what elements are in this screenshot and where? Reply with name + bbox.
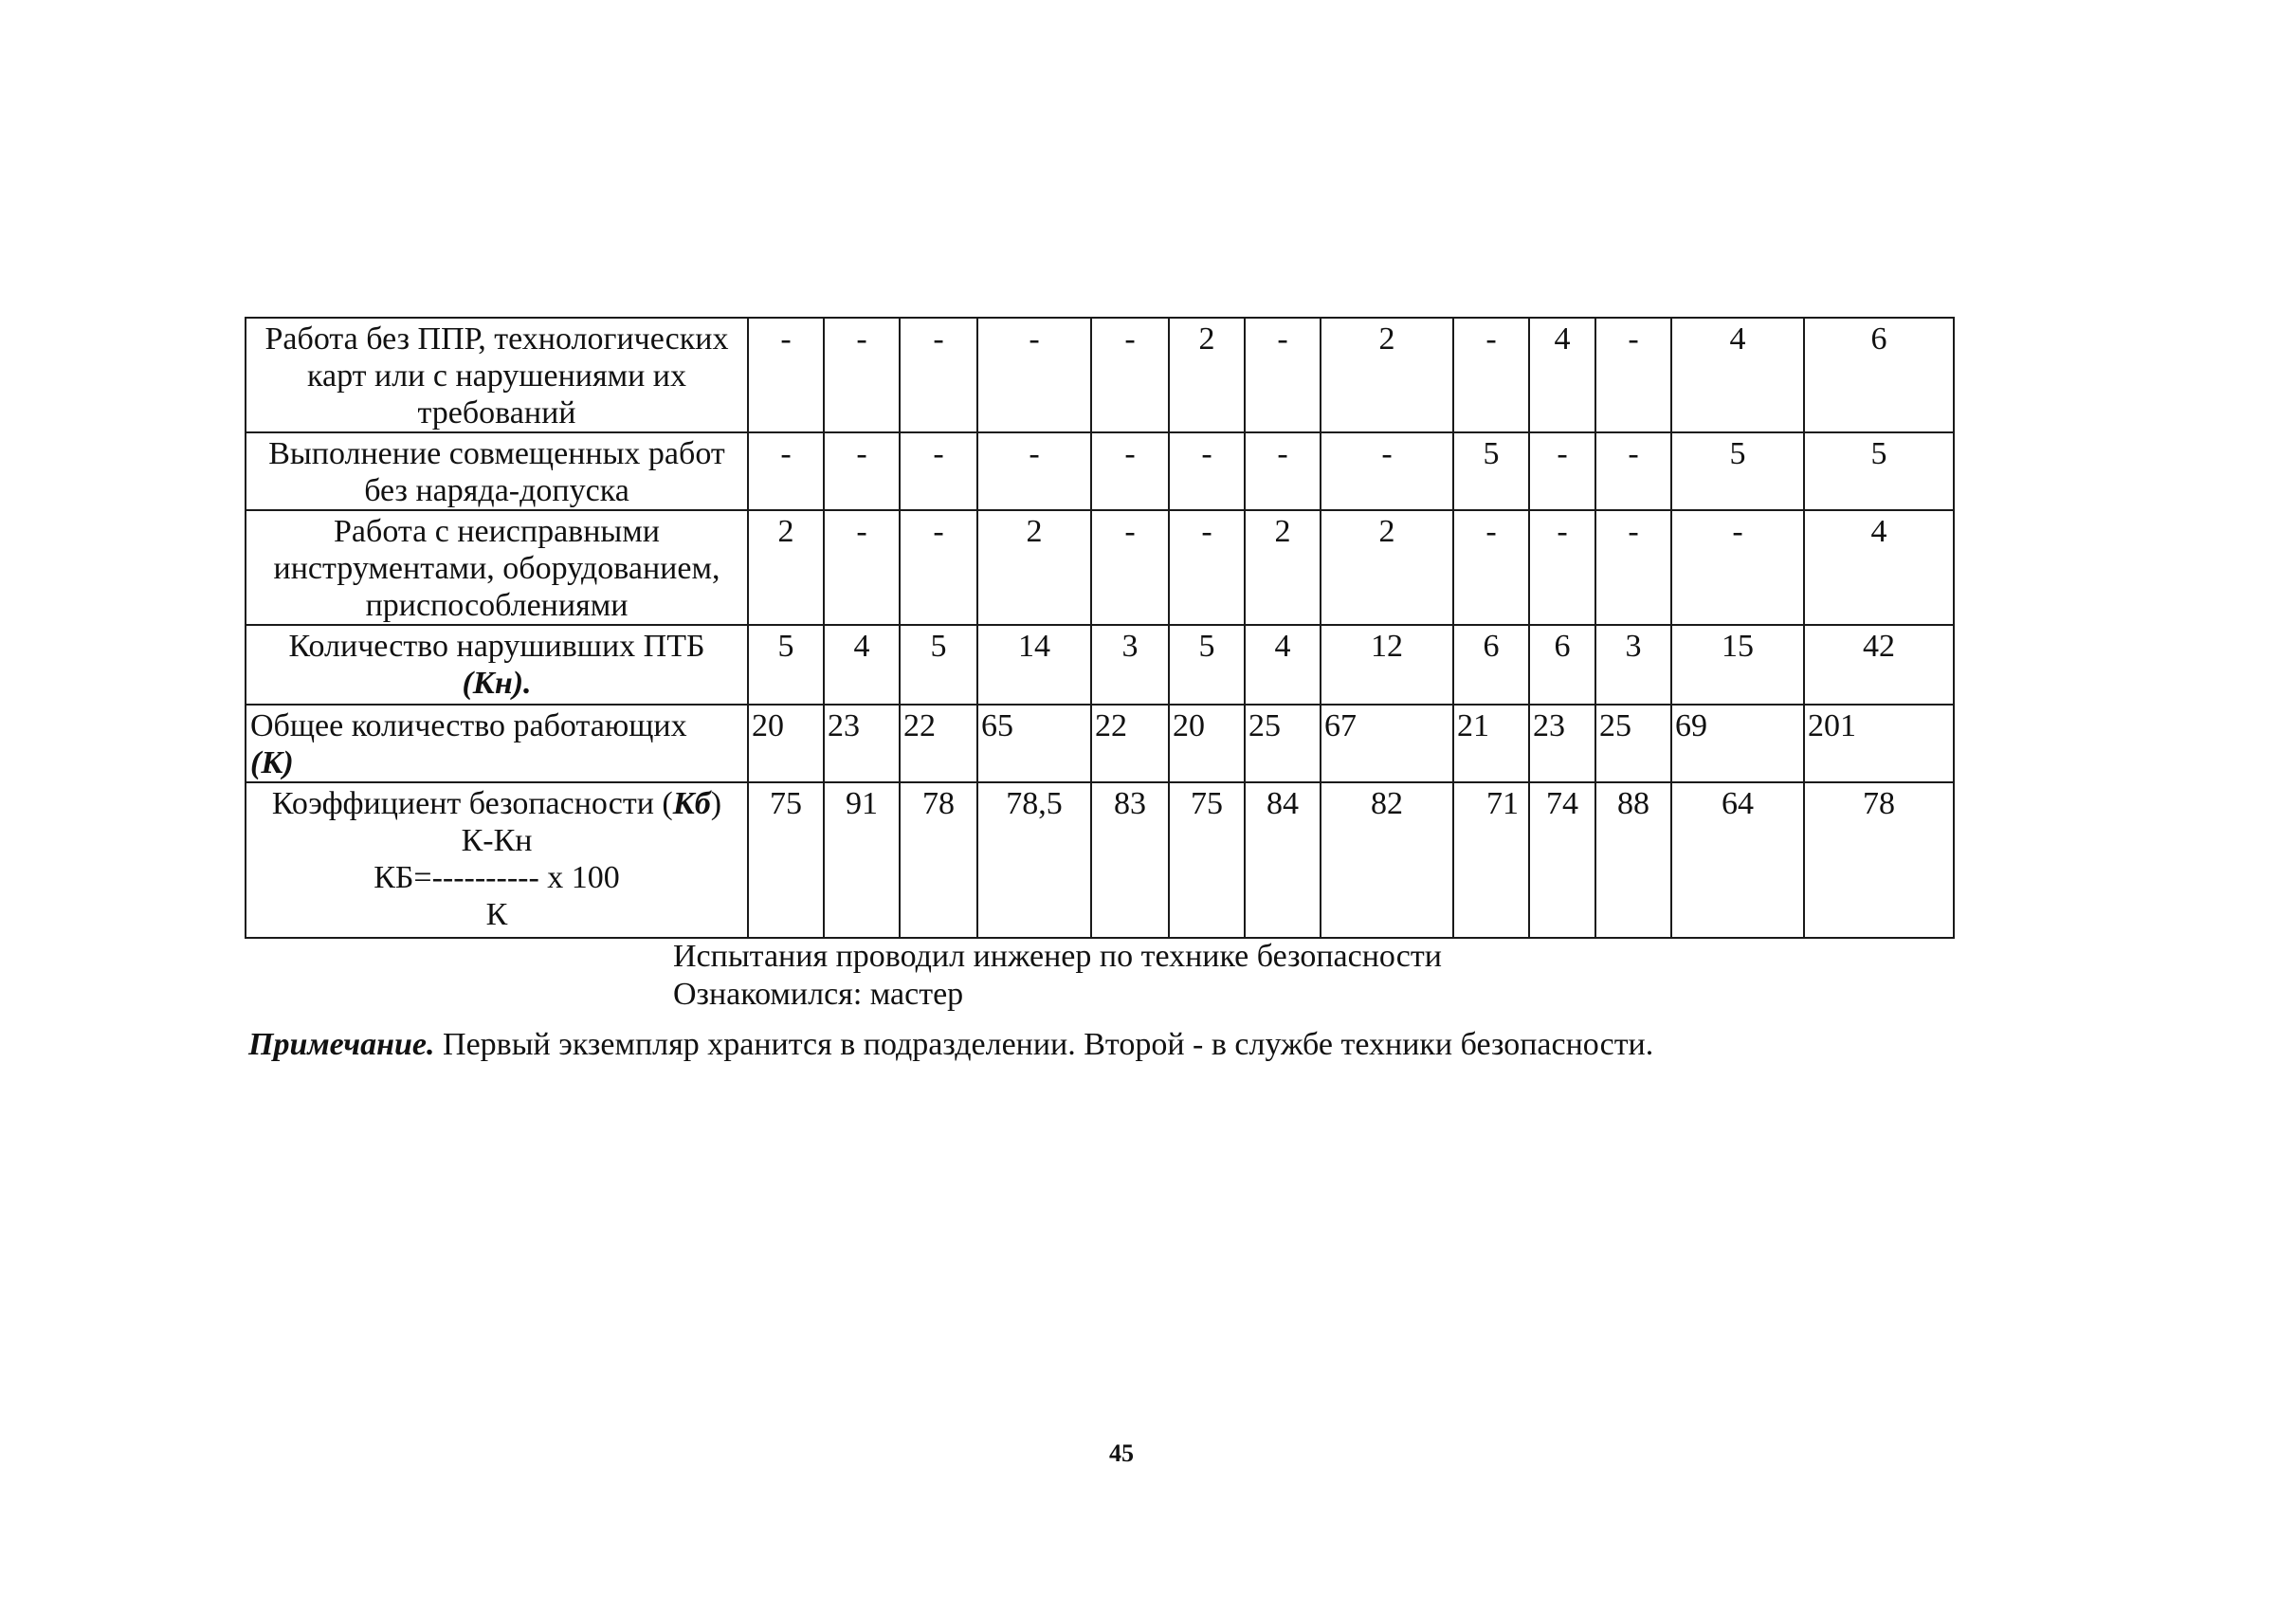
footnote-text: Первый экземпляр хранится в подразделении. Второй - в службе техники безопасности. bbox=[434, 1027, 1654, 1062]
table-row bbox=[246, 510, 1954, 625]
footnote bbox=[248, 1026, 1653, 1064]
table-cell: 83 bbox=[1091, 782, 1169, 938]
table-row bbox=[246, 432, 1954, 510]
table-cell: 25 bbox=[1595, 705, 1671, 782]
row-label-symbol: Кб bbox=[672, 786, 711, 821]
table-cell: - bbox=[1453, 510, 1529, 625]
table-cell: 2 bbox=[1321, 318, 1453, 432]
table-cell: 64 bbox=[1671, 782, 1804, 938]
table-cell: - bbox=[1169, 432, 1245, 510]
row-label-symbol: (К) bbox=[250, 745, 294, 780]
row-label-text: Количество нарушивших ПТБ bbox=[288, 629, 705, 664]
table-cell: - bbox=[1595, 318, 1671, 432]
formula-line: КБ=---------- х 100 bbox=[374, 860, 620, 895]
row-label-symbol: (Кн). bbox=[462, 666, 532, 701]
table-cell: 42 bbox=[1804, 625, 1954, 705]
table-cell: 75 bbox=[748, 782, 824, 938]
table-cell: - bbox=[977, 432, 1091, 510]
table-cell: 201 bbox=[1804, 705, 1954, 782]
footnote-label: Примечание. bbox=[248, 1027, 435, 1062]
row-label-close: ) bbox=[710, 786, 722, 821]
table-cell: - bbox=[824, 432, 900, 510]
table-cell: - bbox=[900, 510, 977, 625]
table-cell: 4 bbox=[1245, 625, 1321, 705]
table-cell: 21 bbox=[1453, 705, 1529, 782]
table-cell: - bbox=[748, 432, 824, 510]
table-cell: 2 bbox=[1245, 510, 1321, 625]
safety-report-table bbox=[245, 317, 1955, 939]
table-cell: 4 bbox=[824, 625, 900, 705]
row-label: Работа без ППР, технологических карт или с нарушениями их требований bbox=[246, 318, 748, 432]
table-cell: - bbox=[1321, 432, 1453, 510]
table-cell: 78 bbox=[900, 782, 977, 938]
table-cell: 5 bbox=[1169, 625, 1245, 705]
table-cell: 69 bbox=[1671, 705, 1804, 782]
table-row bbox=[246, 705, 1954, 782]
table-cell: 75 bbox=[1169, 782, 1245, 938]
table-cell: 67 bbox=[1321, 705, 1453, 782]
table-cell: 88 bbox=[1595, 782, 1671, 938]
acknowledged-signature-line: Ознакомился: мастер bbox=[673, 977, 964, 1012]
table-cell: - bbox=[1453, 318, 1529, 432]
table-cell: - bbox=[1245, 318, 1321, 432]
table-cell: 5 bbox=[1804, 432, 1954, 510]
table-cell: 91 bbox=[824, 782, 900, 938]
table-cell: - bbox=[900, 432, 977, 510]
row-label bbox=[246, 782, 748, 938]
table-cell: 74 bbox=[1529, 782, 1595, 938]
table-cell: 25 bbox=[1245, 705, 1321, 782]
table-cell: 71 bbox=[1453, 782, 1529, 938]
table-cell: 82 bbox=[1321, 782, 1453, 938]
row-label: Выполнение совмещенных работ без наряда-допуска bbox=[246, 432, 748, 510]
row-label bbox=[246, 705, 748, 782]
table-cell: 2 bbox=[977, 510, 1091, 625]
table-cell: - bbox=[1595, 432, 1671, 510]
table-cell: 6 bbox=[1804, 318, 1954, 432]
table-cell: 5 bbox=[1453, 432, 1529, 510]
table-cell: 6 bbox=[1453, 625, 1529, 705]
table-cell: - bbox=[748, 318, 824, 432]
table-cell: 3 bbox=[1091, 625, 1169, 705]
table-cell: 3 bbox=[1595, 625, 1671, 705]
table-cell: - bbox=[824, 318, 900, 432]
table-cell: 4 bbox=[1671, 318, 1804, 432]
row-label-text: Общее количество работающих bbox=[250, 708, 687, 743]
table-cell: 5 bbox=[748, 625, 824, 705]
table-cell: - bbox=[1245, 432, 1321, 510]
table-row bbox=[246, 782, 1954, 938]
table-cell: 22 bbox=[1091, 705, 1169, 782]
table-cell: 20 bbox=[748, 705, 824, 782]
table-cell: - bbox=[1595, 510, 1671, 625]
table-cell: - bbox=[1529, 432, 1595, 510]
tester-signature-line: Испытания проводил инженер по технике безопасности bbox=[673, 939, 1442, 974]
table-cell: 15 bbox=[1671, 625, 1804, 705]
table-cell: 78 bbox=[1804, 782, 1954, 938]
table-cell: 5 bbox=[1671, 432, 1804, 510]
table-cell: 4 bbox=[1804, 510, 1954, 625]
table-cell: 23 bbox=[824, 705, 900, 782]
formula-denominator: К bbox=[485, 897, 508, 932]
table-cell: 20 bbox=[1169, 705, 1245, 782]
table-cell: - bbox=[1671, 510, 1804, 625]
row-label-text: Коэффициент безопасности ( bbox=[271, 786, 673, 821]
table-row bbox=[246, 625, 1954, 705]
table-cell: - bbox=[1169, 510, 1245, 625]
table-cell: - bbox=[1529, 510, 1595, 625]
table-cell: 5 bbox=[900, 625, 977, 705]
table-cell: 84 bbox=[1245, 782, 1321, 938]
table-cell: 2 bbox=[748, 510, 824, 625]
formula-numerator: К-Кн bbox=[461, 823, 533, 858]
table-cell: - bbox=[1091, 432, 1169, 510]
table-cell: 4 bbox=[1529, 318, 1595, 432]
table-cell: 2 bbox=[1169, 318, 1245, 432]
table-cell: 22 bbox=[900, 705, 977, 782]
table-cell: - bbox=[824, 510, 900, 625]
table-cell: 2 bbox=[1321, 510, 1453, 625]
table-cell: - bbox=[977, 318, 1091, 432]
row-label: Работа с неисправными инструментами, оборудованием, приспособлениями bbox=[246, 510, 748, 625]
table-cell: 65 bbox=[977, 705, 1091, 782]
table-cell: 12 bbox=[1321, 625, 1453, 705]
table-cell: 14 bbox=[977, 625, 1091, 705]
table-cell: 23 bbox=[1529, 705, 1595, 782]
row-label bbox=[246, 625, 748, 705]
table-cell: - bbox=[1091, 318, 1169, 432]
table-row bbox=[246, 318, 1954, 432]
page-number: 45 bbox=[1109, 1439, 1134, 1467]
table-cell: - bbox=[900, 318, 977, 432]
table-cell: 78,5 bbox=[977, 782, 1091, 938]
table-cell: - bbox=[1091, 510, 1169, 625]
table-cell: 6 bbox=[1529, 625, 1595, 705]
